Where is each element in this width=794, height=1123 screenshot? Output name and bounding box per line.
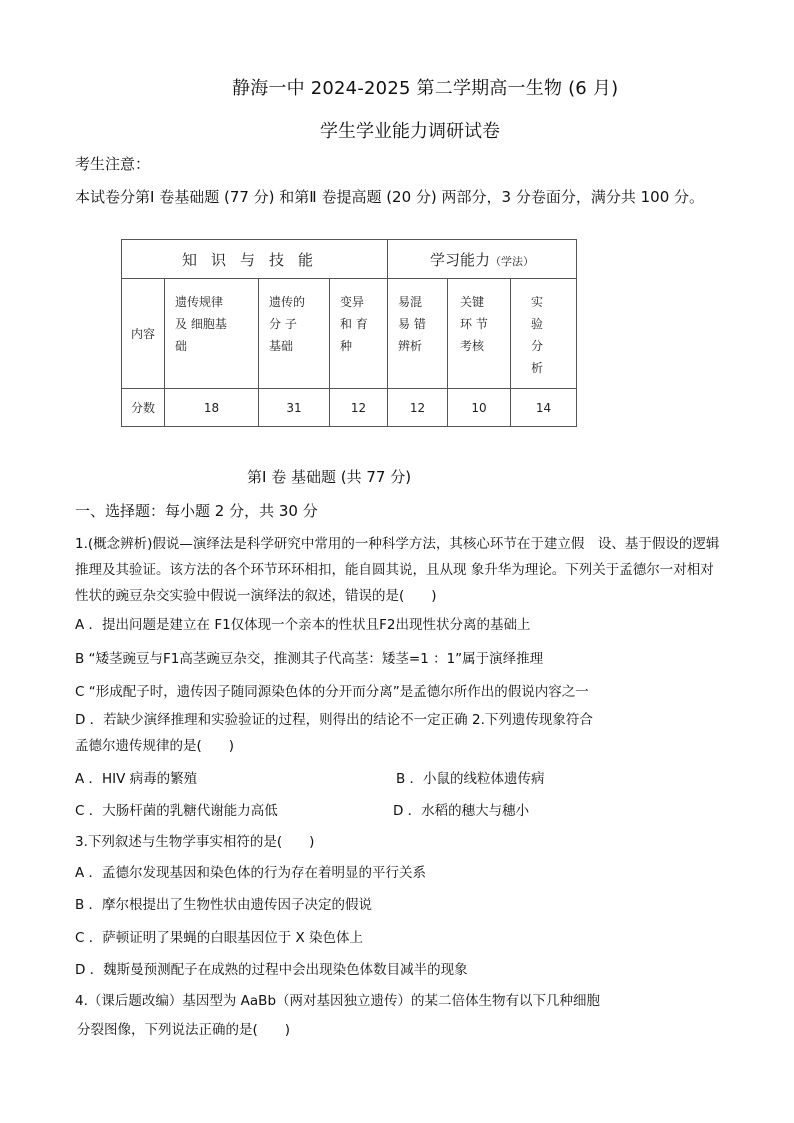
question-3-option-c: C ．萨顿证明了果蝇的白眼基因位于 X 染色体上 [75, 930, 364, 946]
content-cell-2: 遗传的 分 子 基础 [259, 279, 330, 389]
question-2-option-b: B ．小鼠的线粒体遗传病 [396, 771, 545, 787]
score-distribution-table [121, 239, 577, 427]
score-cell-2: 31 [259, 389, 330, 427]
row-label-content: 内容 [122, 279, 165, 389]
content-cell-3: 变异 和 育 种 [330, 279, 388, 389]
score-cell-3: 12 [330, 389, 388, 427]
question-4-text-line1: 4.（课后题改编）基因型为 AaBb（两对基因独立遗传）的某二倍体生物有以下几种细胞 [75, 993, 601, 1009]
part1-heading: 一、选择题：每小题 2 分，共 30 分 [75, 502, 318, 520]
question-3-option-a: A ．孟德尔发现基因和染色体的行为存在着明显的平行关系 [75, 865, 427, 881]
ability-note: （学法） [490, 254, 534, 268]
question-1-option-d-and-question-2: D ．若缺少演绎推理和实验验证的过程，则得出的结论不一定正确 2.下列遗传现象符合孟德尔遗传规律的是( ) [75, 712, 593, 754]
content-cell-4: 易混 易 错 辨析 [388, 279, 448, 389]
score-cell-5: 10 [448, 389, 511, 427]
content-cell-6: 实 验 分 析 [511, 279, 577, 389]
question-1-option-b: B “矮茎豌豆与F1高茎豌豆杂交，推测其子代高茎：矮茎=1 ：1”属于演绎推理 [75, 651, 544, 667]
question-2-option-c: C ．大肠杆菌的乳糖代谢能力高低 [75, 803, 278, 819]
question-4-text-line2: 分裂图像，下列说法正确的是( ) [77, 1022, 291, 1038]
score-cell-4: 12 [388, 389, 448, 427]
question-1-option-c: C “形成配子时，遗传因子随同源染色体的分开而分离”是孟德尔所作出的假说内容之一 [75, 684, 589, 700]
question-2-option-a: A ．HIV 病毒的繁殖 [75, 771, 198, 787]
content-cell-1: 遗传规律 及 细胞基 础 [165, 279, 259, 389]
exam-title-line2: 学生学业能力调研试卷 [320, 121, 500, 142]
table-header-ability [388, 240, 577, 279]
row-label-score: 分数 [122, 389, 165, 427]
question-3-option-d: D ．魏斯曼预测配子在成熟的过程中会出现染色体数目减半的现象 [75, 962, 468, 978]
question-1-option-a: A ．提出问题是建立在 F1仅体现一个亲本的性状且F2出现性状分离的基础上 [75, 617, 531, 633]
section-title: 第Ⅰ 卷 基础题 (共 77 分) [247, 468, 412, 486]
content-cell-5: 关键 环 节 考核 [448, 279, 511, 389]
score-cell-6: 14 [511, 389, 577, 427]
intro-paragraph: 本试卷分第Ⅰ 卷基础题 (77 分) 和第Ⅱ 卷提高题 (20 分) 两部分，3 分卷面分，满分共 100 分。 [75, 188, 705, 206]
question-1-text: 1.(概念辨析)假说—演绎法是科学研究中常用的一种科学方法，其核心环节在于建立假 设、基于假设的逻辑推理及其验证。该方法的各个环节环环相扣，能自圆其说，且从现 象升华为理论。下列关于孟德尔一对相对性状的豌豆杂交实验中假说一演绎法的叙述，错误的是( ) [75, 536, 720, 604]
score-cell-1: 18 [165, 389, 259, 427]
table-header-knowledge: 知识与技能 [122, 240, 388, 279]
question-3-option-b: B ．摩尔根提出了生物性状由遗传因子决定的假说 [75, 897, 373, 913]
exam-title-line1: 静海一中 2024-2025 第二学期高一生物 (6 月) [232, 78, 619, 99]
ability-label: 学习能力 [429, 250, 490, 269]
notice-label: 考生注意： [75, 155, 151, 173]
question-2-option-d: D ．水稻的穗大与穗小 [393, 803, 530, 819]
question-3-text: 3.下列叙述与生物学事实相符的是( ) [75, 834, 315, 850]
